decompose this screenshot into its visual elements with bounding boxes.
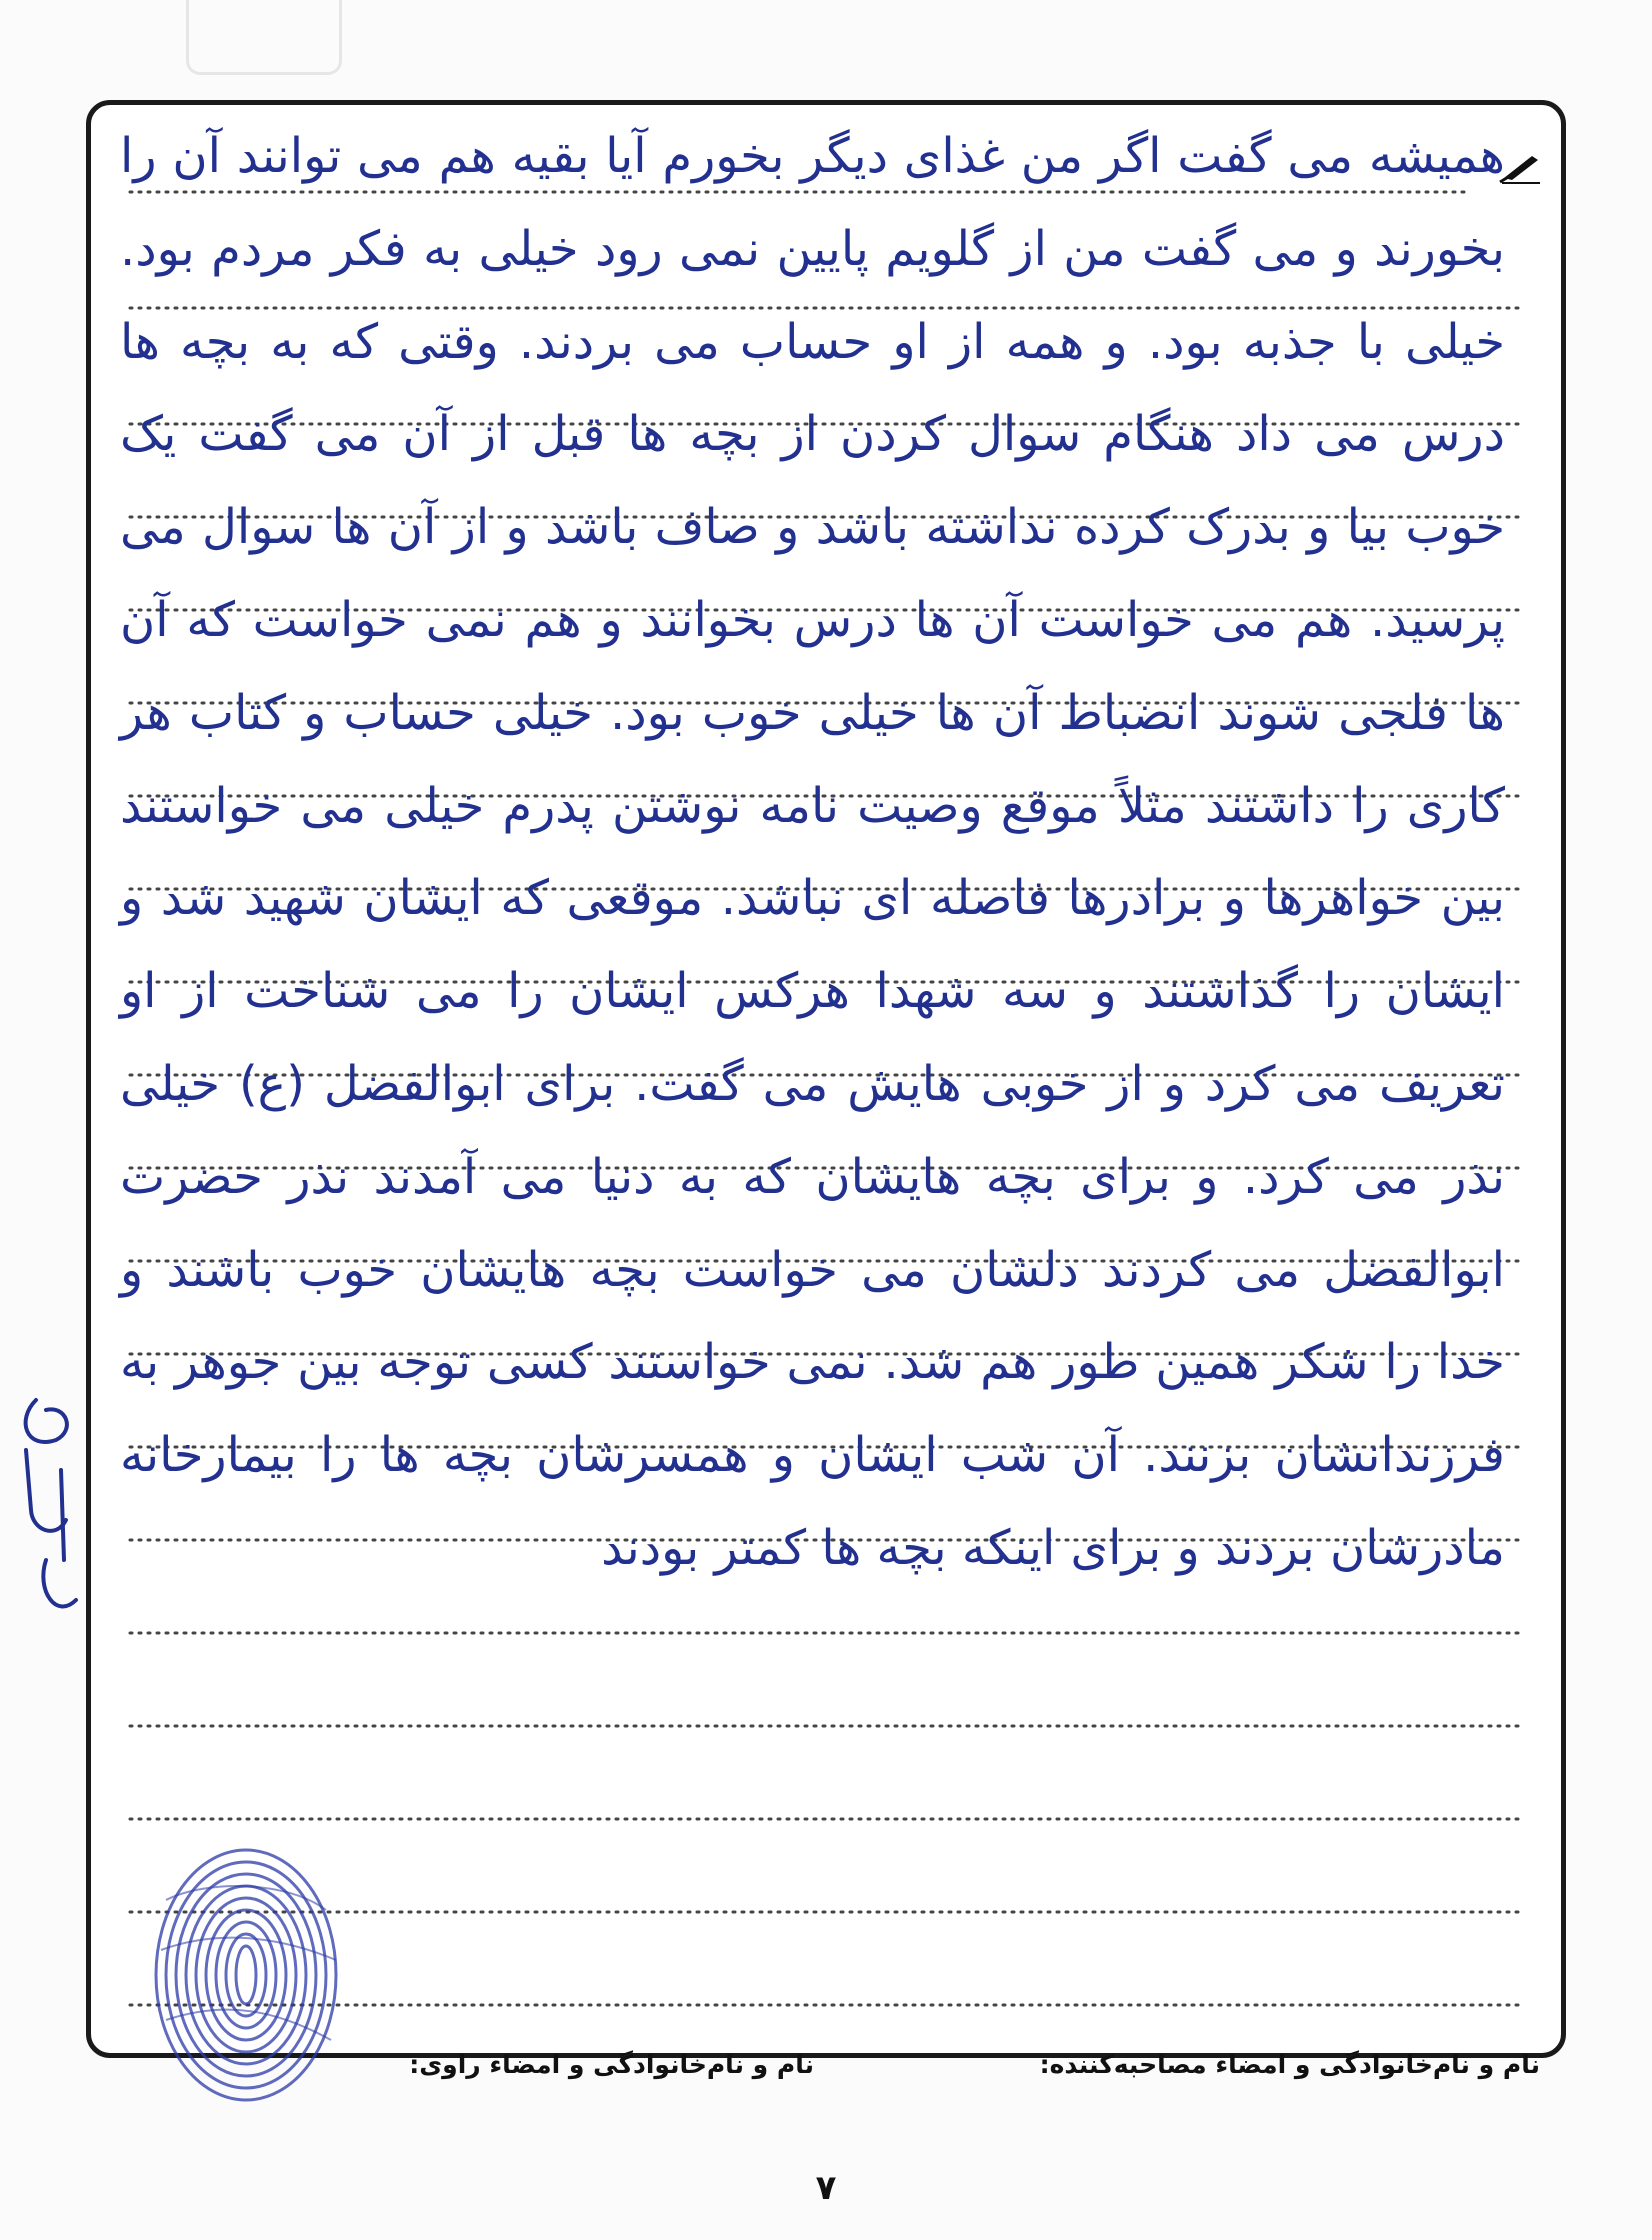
text-line: بیمارخانه مادرشان بردند و برای اینکه بچه ها کمتر بودند xyxy=(120,1427,1505,1576)
narrator-signature-label: نام و نام‌خانوادگی و امضاء راوی: xyxy=(409,2050,814,2079)
text-line: همیشه می گفت اگر من غذای دیگر بخورم آیا بقیه هم می توانند xyxy=(236,128,1505,184)
text-line: ایشان را می شناخت از او تعریف می کرد و از خوبی هایش xyxy=(120,963,1506,1112)
text-line: دلشان می خواست بچه هایشان خوب باشند و خدا را xyxy=(120,1241,1505,1391)
text-line: می خواستند بین خواهرها و برادرها فاصله ای نباشد. موقعی xyxy=(120,777,1506,927)
page-number: ۷ xyxy=(815,2168,837,2208)
text-line: می گفت. برای ابوالفضل (ع) خیلی نذر می کرد. و برای بچه هایشان xyxy=(120,1055,1505,1205)
text-line: که به دنیا می آمدند نذر حضرت ابوالفضل می کردند xyxy=(120,1148,1506,1298)
text-line: که ایشان شهید شد و ایشان را گذاشتند و سه شهدا هرکس xyxy=(120,870,1505,1020)
text-line: انضباط آن ها خیلی خوب بود. خیلی حساب و کتاب هر xyxy=(120,684,1201,741)
text-line: بچه ها قبل از آن می گفت یک خوب بیا و بدرک کرده نداشته xyxy=(120,406,1506,556)
text-line: باشد و صاف باشد و از آن ها سوال می پرسید. هم می خواست xyxy=(120,499,1506,648)
text-line: شکر همین طور هم شد. نمی خواستند کسی توجه بین جوهر xyxy=(174,1334,1369,1391)
text-line: آن را بخورند و می گفت من از گلویم پایین نمی رود xyxy=(120,128,1506,277)
margin-note-scribble xyxy=(6,1390,96,1640)
handwritten-text xyxy=(120,110,1505,1595)
text-line: می بردند. وقتی که به بچه ها درس می داد هنگام سوال کردن از xyxy=(120,313,1505,463)
text-line: به فرزندانشان بزنند. آن شب ایشان و همسرشان بچه ها را xyxy=(120,1334,1505,1484)
text-line: خیلی به فکر مردم بود. خیلی با جذبه بود. و همه از او حساب xyxy=(120,220,1505,370)
fingerprint-icon xyxy=(146,1840,346,2110)
text-line: آن ها درس بخوانند و هم نمی خواست که آن ها فلجی شوند xyxy=(120,591,1505,741)
interviewer-signature-label: نام و نام‌خانوادگی و امضاء مصاحبه‌کننده: xyxy=(1039,2050,1540,2079)
text-line: کاری را داشتند مثلاً موقع وصیت نامه نوشتن پدرم خیلی xyxy=(384,777,1505,834)
